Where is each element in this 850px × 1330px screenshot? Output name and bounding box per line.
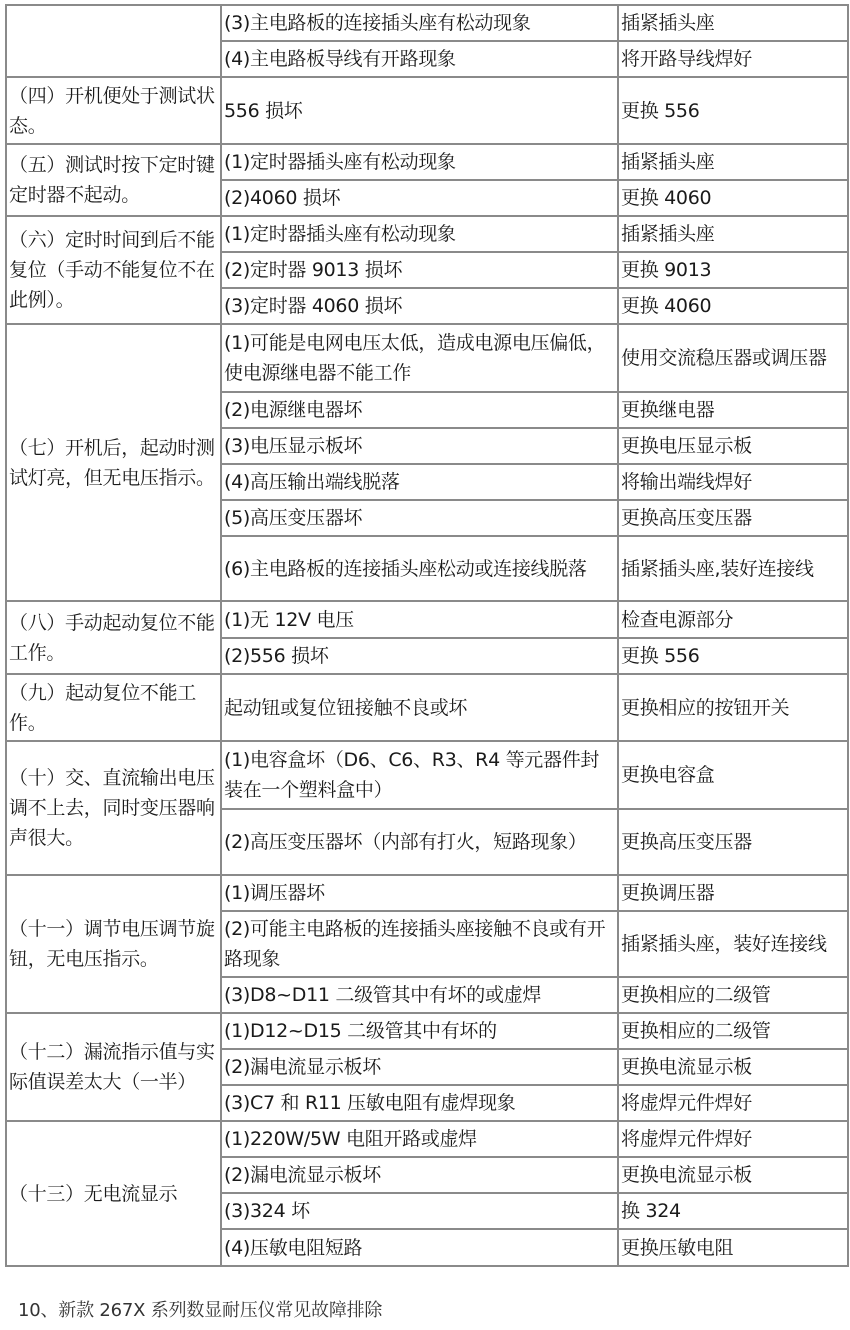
cause-cell: (2)4060 损坏	[221, 180, 618, 216]
table-row	[6, 1013, 848, 1049]
fix-cell: 检查电源部分	[618, 601, 848, 638]
fix-cell: 更换电流显示板	[618, 1049, 848, 1085]
symptom-cell: （四）开机便处于测试状态。	[6, 77, 221, 144]
symptom-cell: （五）测试时按下定时键定时器不起动。	[6, 144, 221, 216]
fix-cell: 更换高压变压器	[618, 500, 848, 536]
cause-cell: (2)电源继电器坏	[221, 392, 618, 428]
table-row	[6, 674, 848, 741]
fix-cell: 将开路导线焊好	[618, 41, 848, 77]
cause-cell: (1)调压器坏	[221, 875, 618, 911]
fix-cell: 更换相应的二级管	[618, 1013, 848, 1049]
fix-cell: 更换 556	[618, 638, 848, 674]
fix-cell: 将虚焊元件焊好	[618, 1085, 848, 1121]
cause-cell: (4)压敏电阻短路	[221, 1229, 618, 1266]
cause-cell: (2)漏电流显示板坏	[221, 1049, 618, 1085]
cause-cell: (3)D8~D11 二级管其中有坏的或虚焊	[221, 977, 618, 1013]
table-row	[6, 5, 848, 41]
symptom-cell: （十）交、直流输出电压调不上去，同时变压器响声很大。	[6, 741, 221, 875]
cause-cell: (5)高压变压器坏	[221, 500, 618, 536]
table-row	[6, 216, 848, 252]
cause-cell: (4)主电路板导线有开路现象	[221, 41, 618, 77]
fix-cell: 更换电容盒	[618, 741, 848, 809]
cause-cell: (2)漏电流显示板坏	[221, 1157, 618, 1193]
cause-cell: (4)高压输出端线脱落	[221, 464, 618, 500]
symptom-cell: （十一）调节电压调节旋钮，无电压指示。	[6, 875, 221, 1013]
fix-cell: 更换压敏电阻	[618, 1229, 848, 1266]
symptom-cell: （十三）无电流显示	[6, 1121, 221, 1266]
cause-cell: (3)C7 和 R11 压敏电阻有虚焊现象	[221, 1085, 618, 1121]
cause-cell: (6)主电路板的连接插头座松动或连接线脱落	[221, 536, 618, 601]
table-row	[6, 144, 848, 180]
fix-cell: 换 324	[618, 1193, 848, 1229]
table-row	[6, 324, 848, 392]
fix-cell: 更换电流显示板	[618, 1157, 848, 1193]
fix-cell: 更换相应的二级管	[618, 977, 848, 1013]
cause-cell: (3)电压显示板坏	[221, 428, 618, 464]
cause-cell: (1)定时器插头座有松动现象	[221, 216, 618, 252]
fix-cell: 插紧插头座	[618, 144, 848, 180]
fix-cell: 更换调压器	[618, 875, 848, 911]
symptom-cell: （八）手动起动复位不能工作。	[6, 601, 221, 674]
symptom-cell: （九）起动复位不能工作。	[6, 674, 221, 741]
fix-cell: 更换高压变压器	[618, 809, 848, 875]
fix-cell: 更换 4060	[618, 180, 848, 216]
cause-cell: (1)无 12V 电压	[221, 601, 618, 638]
cause-cell: (1)220W/5W 电阻开路或虚焊	[221, 1121, 618, 1157]
cause-cell: 556 损坏	[221, 77, 618, 144]
fix-cell: 更换继电器	[618, 392, 848, 428]
cause-cell: (1)可能是电网电压太低，造成电源电压偏低，使电源继电器不能工作	[221, 324, 618, 392]
cause-cell: (1)电容盒坏（D6、C6、R3、R4 等元器件封装在一个塑料盒中）	[221, 741, 618, 809]
cause-cell: (2)可能主电路板的连接插头座接触不良或有开路现象	[221, 911, 618, 977]
fix-cell: 更换 4060	[618, 288, 848, 324]
cause-cell: (2)定时器 9013 损坏	[221, 252, 618, 288]
table-row	[6, 1121, 848, 1157]
symptom-cell: （十二）漏流指示值与实际值误差太大（一半）	[6, 1013, 221, 1121]
cause-cell: (1)定时器插头座有松动现象	[221, 144, 618, 180]
cause-cell: (2)556 损坏	[221, 638, 618, 674]
cause-cell: (3)主电路板的连接插头座有松动现象	[221, 5, 618, 41]
fix-cell: 更换相应的按钮开关	[618, 674, 848, 741]
fix-cell: 插紧插头座	[618, 216, 848, 252]
fix-cell: 插紧插头座	[618, 5, 848, 41]
table-row	[6, 601, 848, 638]
fix-cell: 更换 556	[618, 77, 848, 144]
cause-cell: (2)高压变压器坏（内部有打火，短路现象）	[221, 809, 618, 875]
table-row	[6, 741, 848, 809]
cause-cell: (3)324 坏	[221, 1193, 618, 1229]
fix-cell: 将虚焊元件焊好	[618, 1121, 848, 1157]
fault-troubleshooting-table	[5, 4, 849, 1267]
fix-cell: 更换电压显示板	[618, 428, 848, 464]
section-heading: 10、新款 267X 系列数显耐压仪常见故障排除	[18, 1300, 383, 1321]
symptom-cell	[6, 5, 221, 77]
cause-cell: (1)D12~D15 二级管其中有坏的	[221, 1013, 618, 1049]
symptom-cell: （六）定时时间到后不能复位（手动不能复位不在此例）。	[6, 216, 221, 324]
cause-cell: (3)定时器 4060 损坏	[221, 288, 618, 324]
cause-cell: 起动钮或复位钮接触不良或坏	[221, 674, 618, 741]
fix-cell: 更换 9013	[618, 252, 848, 288]
symptom-cell: （七）开机后，起动时测试灯亮，但无电压指示。	[6, 324, 221, 601]
table-row	[6, 875, 848, 911]
fix-cell: 使用交流稳压器或调压器	[618, 324, 848, 392]
fix-cell: 将输出端线焊好	[618, 464, 848, 500]
fix-cell: 插紧插头座，装好连接线	[618, 911, 848, 977]
fix-cell: 插紧插头座,装好连接线	[618, 536, 848, 601]
table-row	[6, 77, 848, 144]
